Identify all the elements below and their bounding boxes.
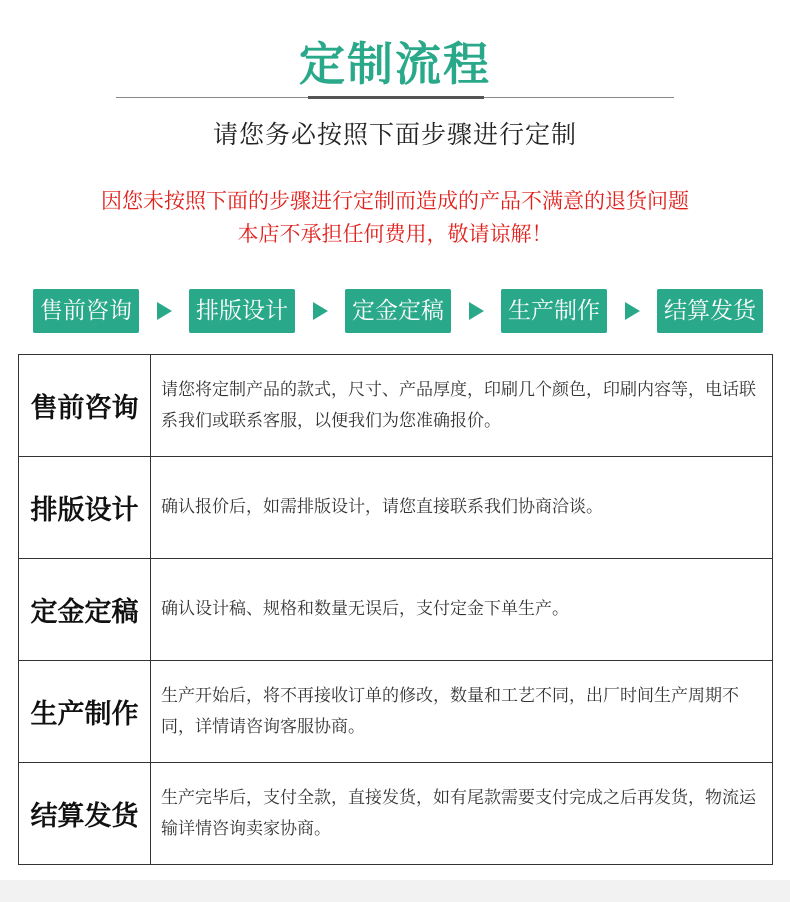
row-description: 生产完毕后，支付全款，直接发货，如有尾款需要支付完成之后再发货，物流运输详情咨询卖家协商。 (151, 763, 773, 865)
step-settle-ship: 结算发货 (657, 289, 763, 333)
page-title: 定制流程 (299, 37, 491, 91)
title-divider-accent (308, 96, 484, 99)
page-subtitle: 请您务必按照下面步骤进行定制 (212, 120, 577, 149)
arrow-right-icon (313, 302, 328, 320)
row-title: 生产制作 (19, 661, 151, 763)
process-table (18, 354, 773, 865)
arrow-right-icon (625, 302, 640, 320)
row-description: 确认报价后，如需排版设计，请您直接联系我们协商洽谈。 (151, 457, 773, 559)
warning-line-2: 本店不承担任何费用，敬请谅解！ (237, 222, 553, 246)
row-description: 生产开始后，将不再接收订单的修改，数量和工艺不同，出厂时间生产周期不同，详情请咨询客服协商。 (151, 661, 773, 763)
table-row (19, 559, 773, 661)
step-deposit-finalize: 定金定稿 (345, 289, 451, 333)
row-title: 定金定稿 (19, 559, 151, 661)
process-steps (33, 288, 763, 334)
row-title: 售前咨询 (19, 355, 151, 457)
row-description: 请您将定制产品的款式，尺寸、产品厚度，印刷几个颜色，印刷内容等，电话联系我们或联系客服，以便我们为您准确报价。 (151, 355, 773, 457)
arrow-right-icon (469, 302, 484, 320)
arrow-right-icon (157, 302, 172, 320)
footer-shade (0, 880, 790, 902)
row-description: 确认设计稿、规格和数量无误后，支付定金下单生产。 (151, 559, 773, 661)
table-row (19, 763, 773, 865)
table-row (19, 661, 773, 763)
step-production: 生产制作 (501, 289, 607, 333)
table-row (19, 457, 773, 559)
step-presale-consult: 售前咨询 (33, 289, 139, 333)
warning-line-1: 因您未按照下面的步骤进行定制而造成的产品不满意的退货问题 (101, 189, 689, 213)
step-layout-design: 排版设计 (189, 289, 295, 333)
row-title: 结算发货 (19, 763, 151, 865)
row-title: 排版设计 (19, 457, 151, 559)
table-row (19, 355, 773, 457)
